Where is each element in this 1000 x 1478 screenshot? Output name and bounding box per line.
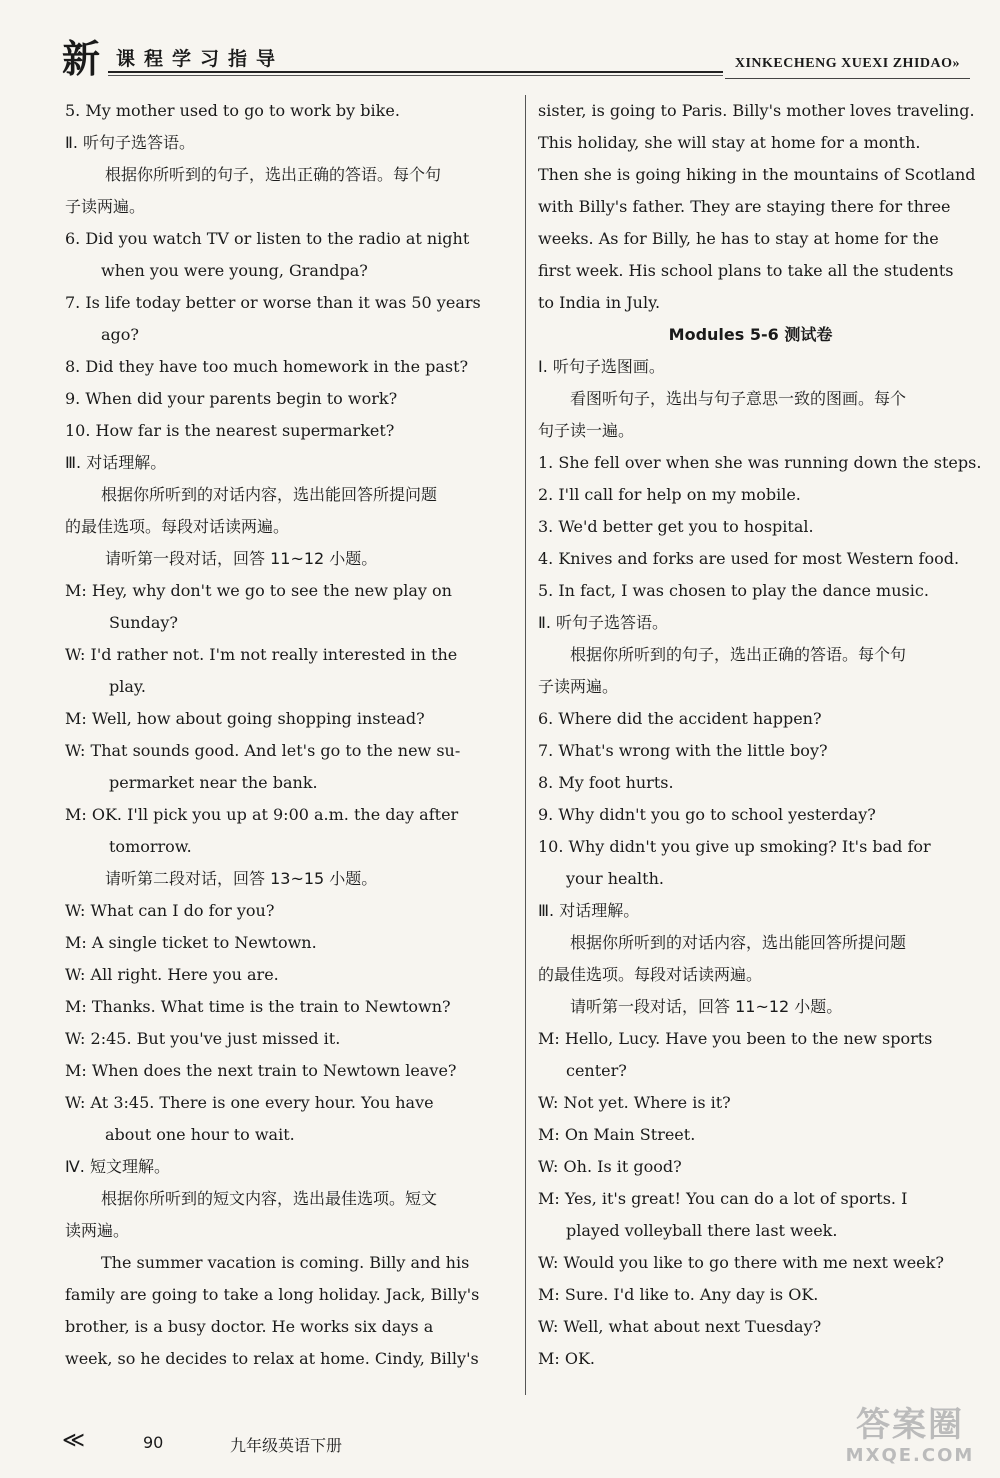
text-line: your health. [566,869,664,888]
text-line: 10. Why didn't you give up smoking? It's bad for [538,837,931,856]
watermark-bottom: MXQE.COM [845,1445,975,1466]
text-line: M: OK. I'll pick you up at 9:00 a.m. the day after [65,805,459,824]
text-line: W: Not yet. Where is it? [538,1093,731,1112]
text-line: weeks. As for Billy, he has to stay at home for the [538,229,939,248]
header-logo: 新 [62,37,101,81]
header-pinyin-text: XINKECHENG XUEXI ZHIDAO [734,56,953,71]
text-line: The summer vacation is coming. Billy and his [101,1253,470,1272]
text-line: M: Well, how about going shopping instead? [65,709,425,728]
text-line: Ⅰ. 听句子选图画。 [538,357,665,376]
text-line: week, so he decides to relax at home. Cindy, Billy's [65,1349,479,1368]
section-heading: Modules 5-6 测试卷 [668,325,833,344]
text-line: 读两遍。 [65,1221,130,1240]
header-rule-right [725,78,970,79]
text-line: W: That sounds good. And let's go to the new su- [65,741,461,760]
text-line: M: Hey, why don't we go to see the new play on [65,581,452,600]
watermark-logo [835,1405,985,1473]
header-rule [108,71,723,73]
page-header [0,0,1000,82]
text-line: played volleyball there last week. [566,1221,838,1240]
text-line: 4. Knives and forks are used for most Western food. [538,549,960,568]
text-line: 请听第一段对话，回答 11~12 小题。 [105,549,378,568]
book-title: 九年级英语下册 [230,1436,343,1455]
text-line: W: At 3:45. There is one every hour. You have [65,1093,434,1112]
header-arrows: » [952,56,960,71]
text-line: tomorrow. [109,837,192,856]
text-line: W: Would you like to go there with me next week? [538,1253,944,1272]
page-number: 90 [143,1433,164,1452]
text-line: 7. What's wrong with the little boy? [538,741,828,760]
text-line: W: 2:45. But you've just missed it. [65,1029,341,1048]
text-line: sister, is going to Paris. Billy's mother loves traveling. [538,101,975,120]
text-line: 6. Did you watch TV or listen to the radio at night [65,229,470,248]
text-line: W: What can I do for you? [65,901,275,920]
text-line: This holiday, she will stay at home for a month. [538,133,921,152]
text-line: Sunday? [109,613,178,632]
text-line: 子读两遍。 [65,197,146,216]
text-line: 根据你所听到的句子，选出正确的答语。每个句 [105,165,442,184]
text-line: W: Oh. Is it good? [538,1157,682,1176]
text-line: 子读两遍。 [538,677,619,696]
text-line: 8. My foot hurts. [538,773,674,792]
text-line: W: All right. Here you are. [65,965,279,984]
text-line: center? [566,1061,627,1080]
text-line: with Billy's father. They are staying there for three [538,197,951,216]
header-pinyin [735,56,960,72]
text-line: 根据你所听到的短文内容，选出最佳选项。短文 [101,1189,438,1208]
text-line: 根据你所听到的对话内容，选出能回答所提问题 [101,485,438,504]
text-line: M: Hello, Lucy. Have you been to the new sports [538,1029,933,1048]
text-line: M: Yes, it's great! You can do a lot of sports. I [538,1189,908,1208]
text-line: 10. How far is the nearest supermarket? [65,421,395,440]
text-line: 2. I'll call for help on my mobile. [538,485,801,504]
text-line: M: When does the next train to Newtown leave? [65,1061,457,1080]
text-line: Ⅱ. 听句子选答语。 [65,133,196,152]
text-line: 的最佳选项。每段对话读两遍。 [65,517,290,536]
text-line: 9. Why didn't you go to school yesterday? [538,805,876,824]
text-line: 3. We'd better get you to hospital. [538,517,814,536]
text-line: M: On Main Street. [538,1125,696,1144]
text-line: W: Well, what about next Tuesday? [538,1317,822,1336]
text-line: Ⅱ. 听句子选答语。 [538,613,669,632]
text-line: M: Sure. I'd like to. Any day is OK. [538,1285,819,1304]
header-rule-thin [108,75,723,76]
text-line: 8. Did they have too much homework in the past? [65,357,469,376]
text-line: when you were young, Grandpa? [101,261,368,280]
text-line: Ⅳ. 短文理解。 [65,1157,170,1176]
text-line: 根据你所听到的句子，选出正确的答语。每个句 [570,645,907,664]
text-line: Then she is going hiking in the mountains of Scotland [538,165,976,184]
text-line: 看图听句子，选出与句子意思一致的图画。每个 [570,389,907,408]
text-line: 请听第一段对话，回答 11~12 小题。 [570,997,843,1016]
text-line: play. [109,677,146,696]
text-line: 9. When did your parents begin to work? [65,389,398,408]
text-line: 6. Where did the accident happen? [538,709,822,728]
text-line: 5. In fact, I was chosen to play the dance music. [538,581,929,600]
text-line: to India in July. [538,293,661,312]
header-title: 课程学习指导 [116,48,285,70]
text-line: first week. His school plans to take all the students [538,261,954,280]
text-line: 1. She fell over when she was running down the steps. [538,453,982,472]
text-line: 句子读一遍。 [538,421,635,440]
text-line: family are going to take a long holiday. Jack, Billy's [65,1285,480,1304]
text-line: 的最佳选项。每段对话读两遍。 [538,965,763,984]
text-line: M: A single ticket to Newtown. [65,933,317,952]
footer-arrows: ≪ [62,1428,86,1453]
text-line: ago? [101,325,139,344]
text-line: M: Thanks. What time is the train to Newtown? [65,997,451,1016]
text-line: 请听第二段对话，回答 13~15 小题。 [105,869,378,888]
text-line: W: I'd rather not. I'm not really interested in the [65,645,458,664]
text-line: 5. My mother used to go to work by bike. [65,101,400,120]
text-line: permarket near the bank. [109,773,318,792]
text-line: brother, is a busy doctor. He works six days a [65,1317,434,1336]
text-line: about one hour to wait. [105,1125,295,1144]
text-line: Ⅲ. 对话理解。 [65,453,167,472]
watermark-top: 答案圈 [856,1405,964,1445]
text-line: M: OK. [538,1349,596,1368]
text-line: Ⅲ. 对话理解。 [538,901,640,920]
text-line: 7. Is life today better or worse than it was 50 years [65,293,481,312]
text-line: 根据你所听到的对话内容，选出能回答所提问题 [570,933,907,952]
